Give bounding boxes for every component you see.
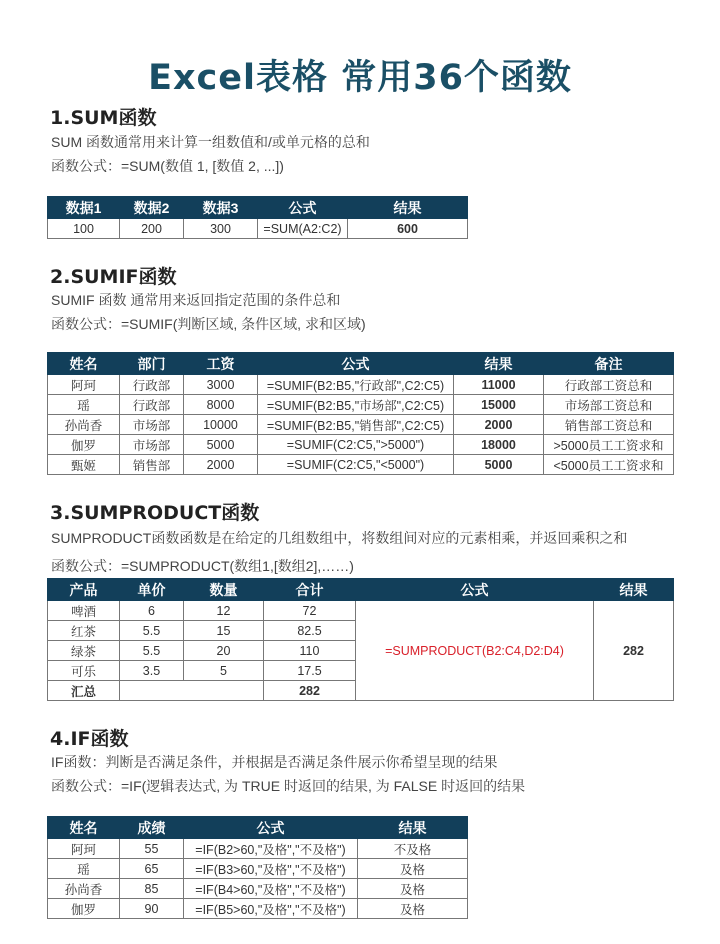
cell[interactable]: 82.5 xyxy=(264,621,356,641)
cell[interactable]: 销售部 xyxy=(120,455,184,475)
table-row xyxy=(48,455,674,475)
result-cell[interactable]: 及格 xyxy=(358,879,468,899)
summary-label-cell[interactable]: 汇总 xyxy=(48,681,120,701)
column-header: 公式 xyxy=(184,817,358,839)
cell[interactable]: 65 xyxy=(120,859,184,879)
cell[interactable]: 20 xyxy=(184,641,264,661)
note-cell[interactable]: 市场部工资总和 xyxy=(544,395,674,415)
table-header-row xyxy=(48,817,468,839)
cell[interactable] xyxy=(120,681,264,701)
cell[interactable]: 17.5 xyxy=(264,661,356,681)
table-row xyxy=(48,859,468,879)
column-header: 数据2 xyxy=(120,197,184,219)
column-header: 产品 xyxy=(48,579,120,601)
result-cell[interactable]: 及格 xyxy=(358,859,468,879)
cell[interactable]: 瑶 xyxy=(48,395,120,415)
cell[interactable]: 伽罗 xyxy=(48,899,120,919)
table-header-row xyxy=(48,353,674,375)
result-cell[interactable]: 2000 xyxy=(454,415,544,435)
result-cell[interactable]: 11000 xyxy=(454,375,544,395)
table-row xyxy=(48,839,468,859)
formula-cell[interactable]: =SUMIF(B2:B5,"行政部",C2:C5) xyxy=(258,375,454,395)
cell[interactable]: 10000 xyxy=(184,415,258,435)
result-cell[interactable]: 18000 xyxy=(454,435,544,455)
formula-cell[interactable]: =IF(B4>60,"及格","不及格") xyxy=(184,879,358,899)
column-header: 备注 xyxy=(544,353,674,375)
column-header: 结果 xyxy=(454,353,544,375)
section-desc-sum: SUM 函数通常用来计算一组数值和/或单元格的总和 xyxy=(51,134,370,150)
table-row xyxy=(48,879,468,899)
note-cell[interactable]: 行政部工资总和 xyxy=(544,375,674,395)
result-cell[interactable]: 不及格 xyxy=(358,839,468,859)
table-row xyxy=(48,375,674,395)
cell[interactable]: 15 xyxy=(184,621,264,641)
cell[interactable]: 8000 xyxy=(184,395,258,415)
section-desc-if: IF函数：判断是否满足条件，并根据是否满足条件展示你希望呈现的结果 xyxy=(51,754,498,770)
result-cell[interactable]: 15000 xyxy=(454,395,544,415)
result-cell[interactable]: 及格 xyxy=(358,899,468,919)
cell[interactable]: 6 xyxy=(120,601,184,621)
cell[interactable]: 可乐 xyxy=(48,661,120,681)
column-header: 单价 xyxy=(120,579,184,601)
cell[interactable]: 孙尚香 xyxy=(48,879,120,899)
section-desc-sumif: SUMIF 函数 通常用来返回指定范围的条件总和 xyxy=(51,292,341,308)
formula-cell[interactable]: =SUMIF(C2:C5,">5000") xyxy=(258,435,454,455)
section-formula-sum: 函数公式：=SUM(数值 1, [数值 2, ...]) xyxy=(51,158,284,174)
section-heading-sumif: 2.SUMIF函数 xyxy=(50,266,177,288)
formula-cell[interactable]: =IF(B5>60,"及格","不及格") xyxy=(184,899,358,919)
section-desc-sumproduct: SUMPRODUCT函数函数是在给定的几组数组中，将数组间对应的元素相乘，并返回乘积之和 xyxy=(51,530,628,546)
note-cell[interactable]: 销售部工资总和 xyxy=(544,415,674,435)
cell[interactable]: 110 xyxy=(264,641,356,661)
cell[interactable]: 5 xyxy=(184,661,264,681)
column-header: 数量 xyxy=(184,579,264,601)
cell[interactable]: 瑶 xyxy=(48,859,120,879)
cell[interactable]: 市场部 xyxy=(120,435,184,455)
formula-cell[interactable]: =SUMPRODUCT(B2:C4,D2:D4) xyxy=(356,601,594,701)
formula-cell[interactable]: =SUMIF(C2:C5,"<5000") xyxy=(258,455,454,475)
column-header: 合计 xyxy=(264,579,356,601)
formula-cell[interactable]: =IF(B2>60,"及格","不及格") xyxy=(184,839,358,859)
page-title: Excel表格 常用36个函数 xyxy=(148,58,572,98)
column-header: 姓名 xyxy=(48,817,120,839)
section-formula-sumif: 函数公式：=SUMIF(判断区域, 条件区域, 求和区域) xyxy=(51,316,366,332)
note-cell[interactable]: >5000员工工资求和 xyxy=(544,435,674,455)
cell[interactable]: 5.5 xyxy=(120,621,184,641)
column-header: 结果 xyxy=(348,197,468,219)
table-header-row xyxy=(48,579,674,601)
sumif-table xyxy=(47,352,674,475)
section-heading-if: 4.IF函数 xyxy=(50,728,129,750)
cell[interactable]: 85 xyxy=(120,879,184,899)
table-row xyxy=(48,395,674,415)
column-header: 结果 xyxy=(358,817,468,839)
cell[interactable]: 啤酒 xyxy=(48,601,120,621)
cell[interactable]: 绿茶 xyxy=(48,641,120,661)
cell[interactable]: 72 xyxy=(264,601,356,621)
cell[interactable]: 孙尚香 xyxy=(48,415,120,435)
column-header: 部门 xyxy=(120,353,184,375)
column-header: 工资 xyxy=(184,353,258,375)
cell[interactable]: 55 xyxy=(120,839,184,859)
cell[interactable]: 行政部 xyxy=(120,375,184,395)
section-formula-sumproduct: 函数公式：=SUMPRODUCT(数组1,[数组2],……) xyxy=(51,558,354,574)
cell[interactable]: 300 xyxy=(184,219,258,239)
cell[interactable]: 市场部 xyxy=(120,415,184,435)
cell[interactable]: 100 xyxy=(48,219,120,239)
cell[interactable]: 伽罗 xyxy=(48,435,120,455)
cell[interactable]: 阿珂 xyxy=(48,375,120,395)
formula-cell[interactable]: =SUMIF(B2:B5,"市场部",C2:C5) xyxy=(258,395,454,415)
cell[interactable]: 12 xyxy=(184,601,264,621)
section-formula-if: 函数公式：=IF(逻辑表达式, 为 TRUE 时返回的结果, 为 FALSE 时返回的结果 xyxy=(51,778,526,794)
cell[interactable]: 甄姬 xyxy=(48,455,120,475)
column-header: 成绩 xyxy=(120,817,184,839)
formula-cell[interactable]: =SUMIF(B2:B5,"销售部",C2:C5) xyxy=(258,415,454,435)
cell[interactable]: 3.5 xyxy=(120,661,184,681)
result-cell[interactable]: 600 xyxy=(348,219,468,239)
column-header: 姓名 xyxy=(48,353,120,375)
formula-cell[interactable]: =SUM(A2:C2) xyxy=(258,219,348,239)
table-row xyxy=(48,415,674,435)
column-header: 公式 xyxy=(258,197,348,219)
table-row xyxy=(48,601,674,621)
cell[interactable]: 行政部 xyxy=(120,395,184,415)
summary-total-cell[interactable]: 282 xyxy=(264,681,356,701)
cell[interactable]: 200 xyxy=(120,219,184,239)
if-table xyxy=(47,816,468,919)
cell[interactable]: 5.5 xyxy=(120,641,184,661)
cell[interactable]: 90 xyxy=(120,899,184,919)
cell[interactable]: 红茶 xyxy=(48,621,120,641)
sumproduct-table xyxy=(47,578,674,701)
section-heading-sumproduct: 3.SUMPRODUCT函数 xyxy=(50,502,260,524)
table-header-row xyxy=(48,197,468,219)
section-heading-sum: 1.SUM函数 xyxy=(50,107,157,129)
cell[interactable]: 2000 xyxy=(184,455,258,475)
cell[interactable]: 3000 xyxy=(184,375,258,395)
table-row xyxy=(48,899,468,919)
sum-table xyxy=(47,196,468,239)
column-header: 公式 xyxy=(258,353,454,375)
result-cell[interactable]: 5000 xyxy=(454,455,544,475)
cell[interactable]: 5000 xyxy=(184,435,258,455)
table-row xyxy=(48,219,468,239)
column-header: 结果 xyxy=(594,579,674,601)
table-row xyxy=(48,435,674,455)
column-header: 公式 xyxy=(356,579,594,601)
result-cell[interactable]: 282 xyxy=(594,601,674,701)
cell[interactable]: 阿珂 xyxy=(48,839,120,859)
column-header: 数据3 xyxy=(184,197,258,219)
formula-cell[interactable]: =IF(B3>60,"及格","不及格") xyxy=(184,859,358,879)
column-header: 数据1 xyxy=(48,197,120,219)
note-cell[interactable]: <5000员工工资求和 xyxy=(544,455,674,475)
